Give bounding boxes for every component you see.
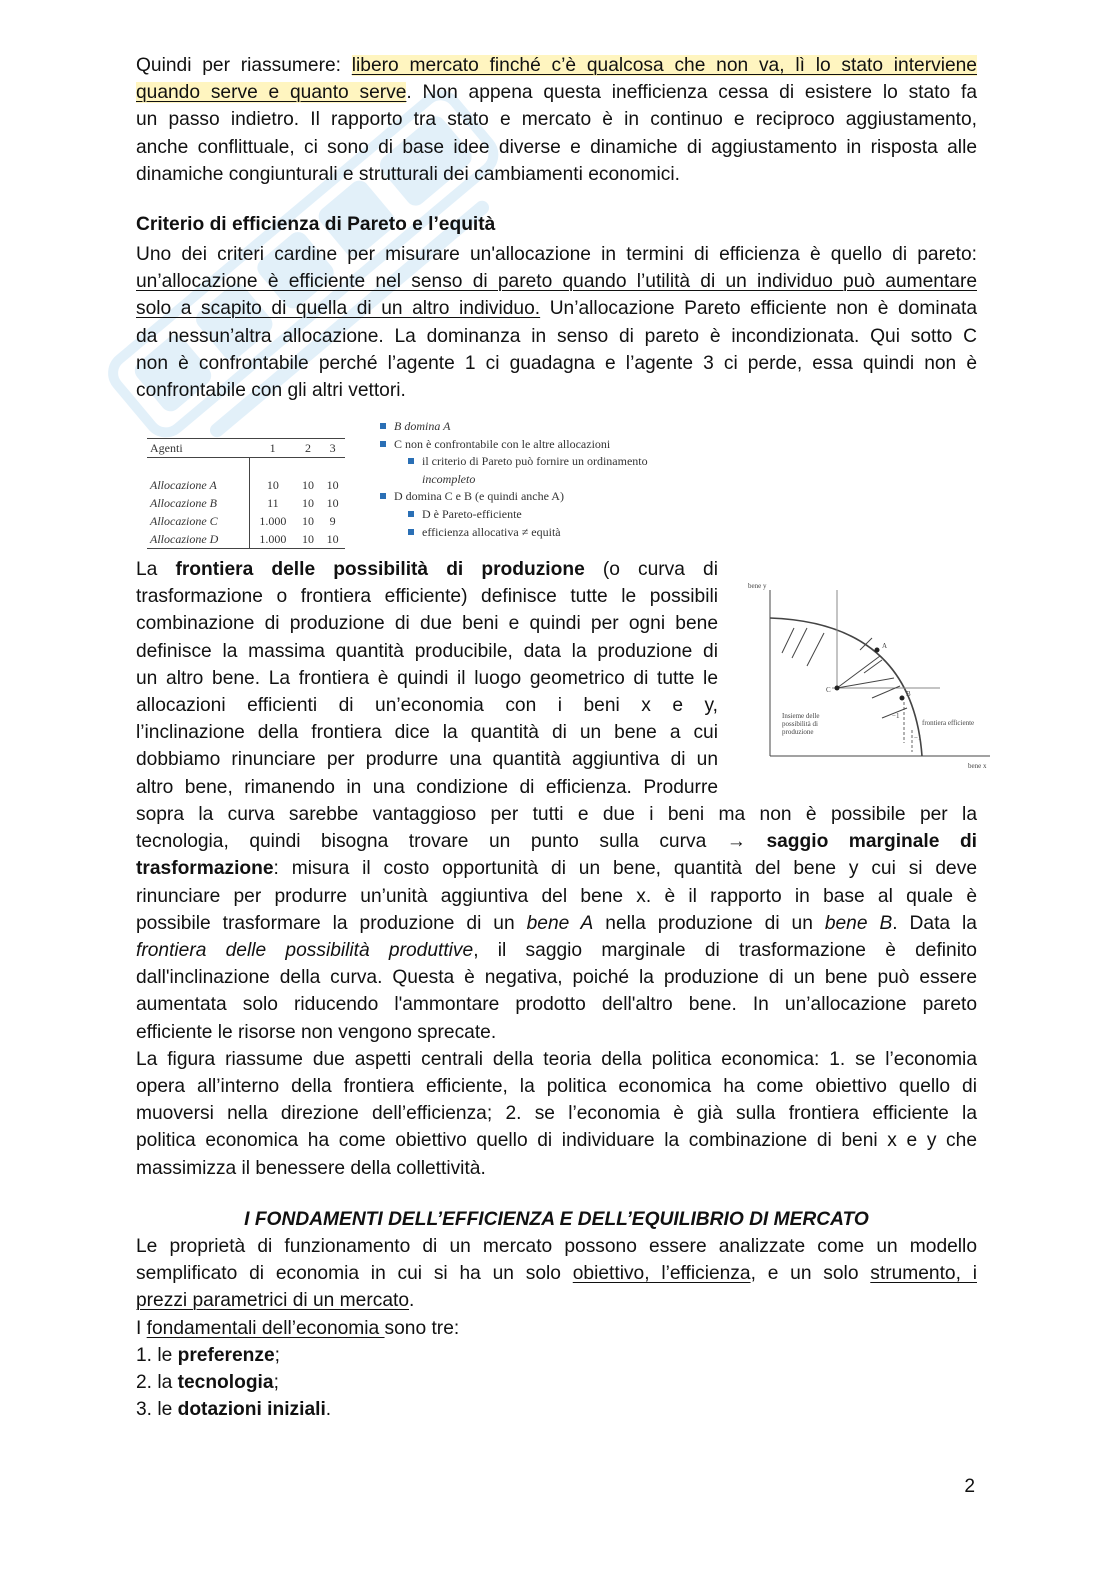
- table-header: Agenti: [150, 440, 183, 455]
- intro-underlined-text: libero mercato finché c’è qualcosa che non va, lì lo stato interviene: [351, 55, 977, 76]
- list-text: ;: [274, 1344, 280, 1366]
- table-cell: 10: [326, 477, 339, 492]
- bullet-text: efficienza allocativa ≠ equità: [422, 524, 561, 539]
- table-row: [147, 494, 345, 512]
- frontier-line: efficiente le risorse non vengono sprecate.: [136, 1021, 497, 1043]
- list-item: [380, 488, 648, 506]
- bullet-text: D è Pareto-efficiente: [422, 506, 522, 521]
- feasible-set-label: possibilità di: [782, 720, 818, 728]
- list-item: [380, 524, 648, 542]
- point-c-marker: [835, 686, 840, 691]
- frontier-text: , il saggio marginale di trasformazione è definito: [473, 940, 977, 962]
- frontier-line: La figura riassume due aspetti centrali della teoria della politica economica: 1. se l’economia: [136, 1048, 977, 1070]
- list-bold-text: tecnologia: [177, 1372, 274, 1394]
- table-cell: Allocazione B: [150, 495, 217, 510]
- square-bullet-icon: [380, 423, 386, 429]
- table-cell: 10: [301, 477, 314, 492]
- list-item: [380, 506, 648, 524]
- point-b-label: B: [906, 690, 911, 698]
- hatch-line: [792, 628, 807, 658]
- market-text: sono tre:: [384, 1317, 460, 1339]
- table-cell: 1.000: [259, 513, 287, 528]
- frontier-label: frontiera efficiente: [922, 719, 975, 727]
- hatch-line: [807, 633, 824, 666]
- list-bold-text: preferenze: [177, 1344, 275, 1366]
- point-a-label: A: [882, 642, 888, 650]
- list-item: [136, 1342, 977, 1369]
- pareto-paragraph: [136, 241, 977, 404]
- frontier-paragraph: [136, 556, 718, 801]
- table-cell: 10: [301, 513, 314, 528]
- market-underlined-text: obiettivo, l’efficienza: [572, 1263, 751, 1285]
- list-text: .: [325, 1399, 332, 1421]
- table-header: 3: [329, 440, 336, 455]
- y-axis-label: bene y: [748, 582, 767, 590]
- frontier-line: rinunciare per produrre un’unità aggiuntiva del bene x. è il rapporto in base al quale è: [136, 885, 977, 907]
- intro-underlined-text: quando serve e quanto serve: [136, 82, 407, 104]
- list-item: [380, 436, 648, 454]
- frontier-bold-text: frontiera delle possibilità di produzione: [175, 559, 585, 580]
- delta-label: −1: [914, 734, 922, 742]
- table-cell: 10: [326, 531, 339, 546]
- page-number: 2: [964, 1476, 975, 1497]
- market-text: .: [409, 1290, 415, 1312]
- table-cell: Allocazione A: [150, 477, 217, 492]
- bullet-text: C non è confrontabile con le altre allocazioni: [394, 436, 611, 451]
- table-cell: 10: [266, 477, 279, 492]
- pareto-line: confrontabile con gli altri vettori.: [136, 380, 406, 402]
- square-bullet-icon: [408, 529, 414, 535]
- market-paragraph: [136, 1233, 977, 1423]
- intro-line: un passo indietro. Il rapporto tra stato e mercato è in continuo e reciproco aggiustamento,: [136, 109, 977, 131]
- hatch-line: [782, 628, 794, 653]
- intro-line: dinamiche congiunturali e strutturali dei cambiamenti economici.: [136, 163, 680, 185]
- pareto-text: Un’allocazione Pareto efficiente non è dominata: [540, 298, 977, 320]
- list-number: 1. le: [136, 1344, 178, 1366]
- bullet-text: B domina A: [394, 419, 451, 433]
- frontier-text: possibile trasformare la produzione di un: [136, 912, 527, 934]
- list-item: [380, 453, 648, 488]
- market-underlined-text: fondamentali dell’economia: [146, 1317, 385, 1339]
- table-row: [147, 530, 345, 549]
- frontier-text: nella produzione di un: [593, 912, 825, 934]
- square-bullet-icon: [380, 441, 386, 447]
- frontier-text: (o curva di: [584, 559, 718, 580]
- table-header: 2: [304, 440, 311, 455]
- market-underlined-text: strumento, i: [870, 1263, 977, 1285]
- pareto-bullets: [380, 418, 648, 541]
- list-item: [136, 1369, 977, 1396]
- pareto-underlined-line: un’allocazione è efficiente nel senso di pareto quando l’utilità di un individuo può aumentare: [136, 271, 977, 293]
- arrow-line: [837, 656, 880, 688]
- intro-line: anche conflittuale, ci sono di base idee diverse e dinamiche di aggiustamento in risposta alle: [136, 136, 977, 158]
- table-cell: 10: [301, 495, 314, 510]
- bullet-text: il criterio di Pareto può fornire un ordinamento: [422, 454, 648, 469]
- frontier-line: muoversi nella direzione dell’efficienza; 2. se l’economia è già sulla frontiera efficiente la: [136, 1103, 977, 1125]
- frontier-line: politica economica ha come obiettivo quello di individuare la combinazione di beni x e y che: [136, 1130, 977, 1152]
- list-number: 3. le: [136, 1399, 178, 1421]
- intro-text: . Non appena questa inefficienza cessa di esistere lo stato fa: [406, 82, 977, 104]
- point-a-marker: [875, 648, 880, 653]
- delta-label: −1: [892, 712, 900, 720]
- frontier-italic-text: frontiera delle possibilità produttive: [136, 940, 474, 962]
- frontier-italic-text: bene B: [824, 912, 893, 934]
- section-title: I FONDAMENTI DELL’EFFICIENZA E DELL’EQUILIBRIO DI MERCATO: [244, 1209, 869, 1230]
- table-cell: 9: [329, 513, 336, 528]
- frontier-line: allocazioni efficienti di un’economia con i beni x e y,: [136, 695, 718, 717]
- intro-text: Quindi per riassumere:: [136, 55, 352, 76]
- bullet-text: D domina C e B (e quindi anche A): [394, 489, 564, 504]
- pareto-heading: Criterio di efficienza di Pareto e l’equità: [136, 214, 496, 235]
- market-text: , e un solo: [750, 1263, 871, 1285]
- frontier-text: . Data la: [892, 912, 977, 934]
- table-cell: 1.000: [259, 531, 287, 546]
- frontier-bold-text: saggio marginale di: [766, 831, 977, 853]
- market-text: I: [136, 1317, 147, 1339]
- table-row: [147, 512, 345, 530]
- square-bullet-icon: [380, 493, 386, 499]
- list-number: 2. la: [136, 1372, 178, 1394]
- frontier-line: definisce la massima quantità producibile, data la produzione di: [136, 640, 718, 662]
- market-underlined-text: prezzi parametrici di un mercato: [136, 1290, 409, 1312]
- table-cell: Allocazione D: [150, 531, 219, 546]
- list-bold-text: dotazioni iniziali: [177, 1399, 326, 1421]
- frontier-line: sopra la curva sarebbe vantaggioso per tutti e due i beni ma non è possibile per la: [136, 804, 977, 825]
- point-c-label: C: [826, 686, 831, 694]
- frontier-line: l’inclinazione della frontiera dice la quantità di un bene a cui: [136, 722, 718, 744]
- feasible-set-label: Insieme delle: [782, 712, 820, 720]
- frontier-line: opera all’interno della frontiera efficiente, la politica economica ha come obiettivo quello di: [136, 1076, 977, 1098]
- square-bullet-icon: [408, 511, 414, 517]
- frontier-line: dobbiamo rinunciare per produrre una quantità aggiuntiva di un: [136, 749, 718, 771]
- arrow-line: [837, 678, 894, 688]
- market-text: semplificato di economia in cui si ha un solo: [136, 1263, 573, 1285]
- point-b-marker: [900, 696, 905, 701]
- frontier-line: un altro bene. La frontiera è quindi il luogo geometrico di tutte le: [136, 667, 718, 689]
- table-cell: 10: [301, 531, 314, 546]
- frontier-line: massimizza il benessere della collettività.: [136, 1157, 486, 1179]
- pareto-line: Uno dei criteri cardine per misurare un'allocazione in termini di efficienza è quello di pareto:: [136, 244, 977, 265]
- frontier-text: : misura il costo opportunità di un bene, quantità del bene y cui si deve: [273, 858, 977, 880]
- table-cell: Allocazione C: [150, 513, 218, 528]
- frontier-line: aumentata solo riducendo l'ammontare prodotto dell'altro bene. In un’allocazione pareto: [136, 994, 977, 1016]
- frontier-line: combinazione di produzione di due beni e quindi per ogni bene: [136, 613, 718, 635]
- frontier-line: trasformazione o frontiera efficiente) definisce tutte le possibili: [136, 586, 718, 608]
- intro-paragraph: [136, 52, 977, 188]
- pareto-line: non è confrontabile perché l’agente 1 ci guadagna e l’agente 3 ci perde, essa quindi non è: [136, 352, 977, 374]
- table-cell: 10: [326, 495, 339, 510]
- list-text: ;: [273, 1372, 279, 1394]
- pareto-underlined-text: solo a scapito di quella di un altro individuo.: [136, 298, 541, 320]
- pareto-table: [147, 438, 345, 549]
- list-item: [380, 418, 648, 436]
- pareto-line: da nessun’altra allocazione. La dominanza in senso di pareto è incondizionata. Qui sotto C: [136, 325, 977, 347]
- list-item: [136, 1396, 977, 1423]
- frontier-bold-text: trasformazione: [136, 858, 274, 880]
- bullet-text: incompleto: [422, 471, 476, 486]
- frontier-text: tecnologia, quindi bisogna trovare un punto sulla curva →: [136, 831, 767, 853]
- x-axis-label: bene x: [968, 762, 987, 770]
- market-line: Le proprietà di funzionamento di un mercato possono essere analizzate come un modello: [136, 1236, 977, 1257]
- frontier-italic-text: bene A: [526, 912, 594, 934]
- table-row: [147, 476, 345, 494]
- frontier-paragraph-continued: [136, 801, 977, 1182]
- table-header: 1: [269, 440, 276, 455]
- feasible-set-label: produzione: [782, 728, 814, 736]
- square-bullet-icon: [408, 458, 414, 464]
- frontier-line: altro bene, rimanendo in una condizione di efficienza. Produrre: [136, 776, 718, 798]
- production-frontier-diagram: [742, 578, 992, 773]
- table-cell: 11: [267, 495, 279, 510]
- frontier-line: dall'inclinazione della curva. Questa è negativa, poiché la produzione di un bene può essere: [136, 967, 977, 989]
- frontier-text: La: [136, 559, 176, 580]
